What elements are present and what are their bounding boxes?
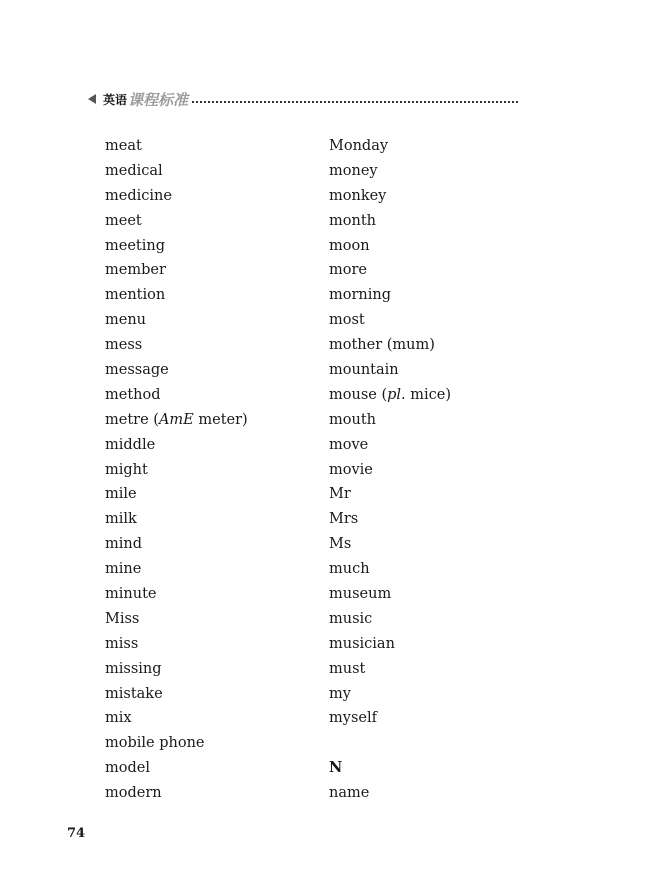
word-entry — [105, 607, 248, 632]
word-text: monkey — [329, 187, 387, 204]
word-text: mix — [105, 710, 132, 727]
word-text: medicine — [105, 187, 172, 204]
word-text: might — [105, 461, 148, 478]
word-text: mouth — [329, 411, 376, 428]
word-entry — [329, 234, 451, 259]
word-text: Mr — [329, 486, 351, 503]
word-text: mobile phone — [105, 735, 205, 752]
word-entry — [329, 408, 451, 433]
word-text: meeting — [105, 237, 165, 254]
word-text: mistake — [105, 685, 163, 702]
word-entry — [105, 532, 248, 557]
word-entry — [105, 482, 248, 507]
word-entry — [105, 333, 248, 358]
word-entry — [329, 184, 451, 209]
word-entry — [105, 706, 248, 731]
word-entry — [105, 134, 248, 159]
word-text: money — [329, 162, 378, 179]
word-entry — [329, 209, 451, 234]
word-text: model — [105, 760, 150, 777]
word-entry — [329, 134, 451, 159]
word-entry — [105, 358, 248, 383]
word-entry — [329, 657, 451, 682]
word-entry — [105, 781, 248, 806]
word-text: miss — [105, 635, 139, 652]
word-text: much — [329, 561, 370, 578]
word-entry — [105, 507, 248, 532]
word-entry — [329, 706, 451, 731]
word-entry — [105, 184, 248, 209]
word-suffix: meter) — [193, 411, 248, 428]
word-text: meat — [105, 138, 142, 154]
word-text: month — [329, 212, 376, 229]
word-text: name — [329, 785, 370, 802]
word-text: mouse ( — [329, 386, 388, 403]
word-entry — [105, 458, 248, 483]
word-text: modern — [105, 785, 162, 802]
word-text: Miss — [105, 610, 140, 627]
word-entry — [105, 632, 248, 657]
word-text: mile — [105, 486, 137, 503]
word-text: message — [105, 362, 169, 379]
left-triangle-icon — [88, 94, 96, 104]
word-text: more — [329, 262, 367, 279]
word-entry — [105, 283, 248, 308]
word-entry — [105, 557, 248, 582]
word-text: Mrs — [329, 511, 359, 528]
word-text: meet — [105, 212, 142, 229]
word-text: mountain — [329, 362, 399, 379]
word-entry — [329, 557, 451, 582]
word-text: musician — [329, 635, 395, 652]
word-entry — [329, 308, 451, 333]
word-entry — [329, 731, 451, 756]
word-text: metre ( — [105, 411, 159, 428]
word-text: milk — [105, 511, 137, 528]
word-suffix: mice) — [405, 386, 451, 403]
word-entry — [105, 408, 248, 433]
word-text: my — [329, 685, 351, 702]
word-entry — [329, 582, 451, 607]
header-title: 课程标准 — [128, 91, 189, 109]
word-entry — [105, 731, 248, 756]
word-text: Ms — [329, 536, 352, 553]
word-entry — [329, 507, 451, 532]
word-column-left — [105, 134, 248, 806]
word-entry — [329, 482, 451, 507]
word-italic-note: pl. — [387, 386, 406, 403]
word-text: mention — [105, 287, 166, 304]
word-text: method — [105, 386, 161, 403]
word-text: moon — [329, 237, 370, 254]
word-text: most — [329, 312, 365, 329]
word-text: morning — [329, 287, 392, 304]
word-entry — [105, 582, 248, 607]
word-text: Monday — [329, 138, 389, 154]
word-entry — [105, 657, 248, 682]
page-number: 74 — [67, 826, 86, 841]
word-text: mother (mum) — [329, 337, 435, 354]
word-column-right — [329, 134, 451, 806]
word-text: mind — [105, 536, 143, 553]
word-entry — [329, 458, 451, 483]
word-text: minute — [105, 586, 157, 603]
word-text: medical — [105, 162, 163, 179]
word-entry — [105, 682, 248, 707]
word-entry — [329, 333, 451, 358]
word-entry — [329, 433, 451, 458]
word-text: myself — [329, 710, 377, 727]
word-entry — [105, 308, 248, 333]
word-text: N — [329, 759, 343, 777]
header-subject: 英语 — [103, 93, 128, 107]
word-entry — [105, 159, 248, 184]
word-entry — [329, 682, 451, 707]
word-entry — [329, 159, 451, 184]
word-entry — [329, 532, 451, 557]
word-text: music — [329, 610, 373, 627]
word-text: move — [329, 436, 369, 453]
word-entry — [329, 283, 451, 308]
word-text: must — [329, 660, 366, 677]
word-italic-note: AmE — [158, 411, 194, 428]
word-entry — [329, 358, 451, 383]
word-text: movie — [329, 461, 373, 478]
word-entry — [105, 756, 248, 781]
word-entry — [329, 607, 451, 632]
running-header — [88, 90, 518, 110]
word-entry — [329, 632, 451, 657]
word-text: member — [105, 262, 166, 279]
word-entry — [105, 433, 248, 458]
word-entry — [105, 258, 248, 283]
word-entry — [105, 383, 248, 408]
word-entry — [329, 781, 451, 806]
word-entry — [329, 258, 451, 283]
word-entry — [329, 383, 451, 408]
word-text: menu — [105, 312, 147, 329]
word-text: museum — [329, 586, 392, 603]
header-dotted-rule — [192, 101, 518, 103]
word-entry — [105, 234, 248, 259]
word-entry — [105, 209, 248, 234]
word-text: middle — [105, 436, 156, 453]
word-text: mine — [105, 561, 142, 578]
word-entry — [329, 756, 451, 781]
word-text: missing — [105, 660, 162, 677]
word-text: mess — [105, 337, 143, 354]
